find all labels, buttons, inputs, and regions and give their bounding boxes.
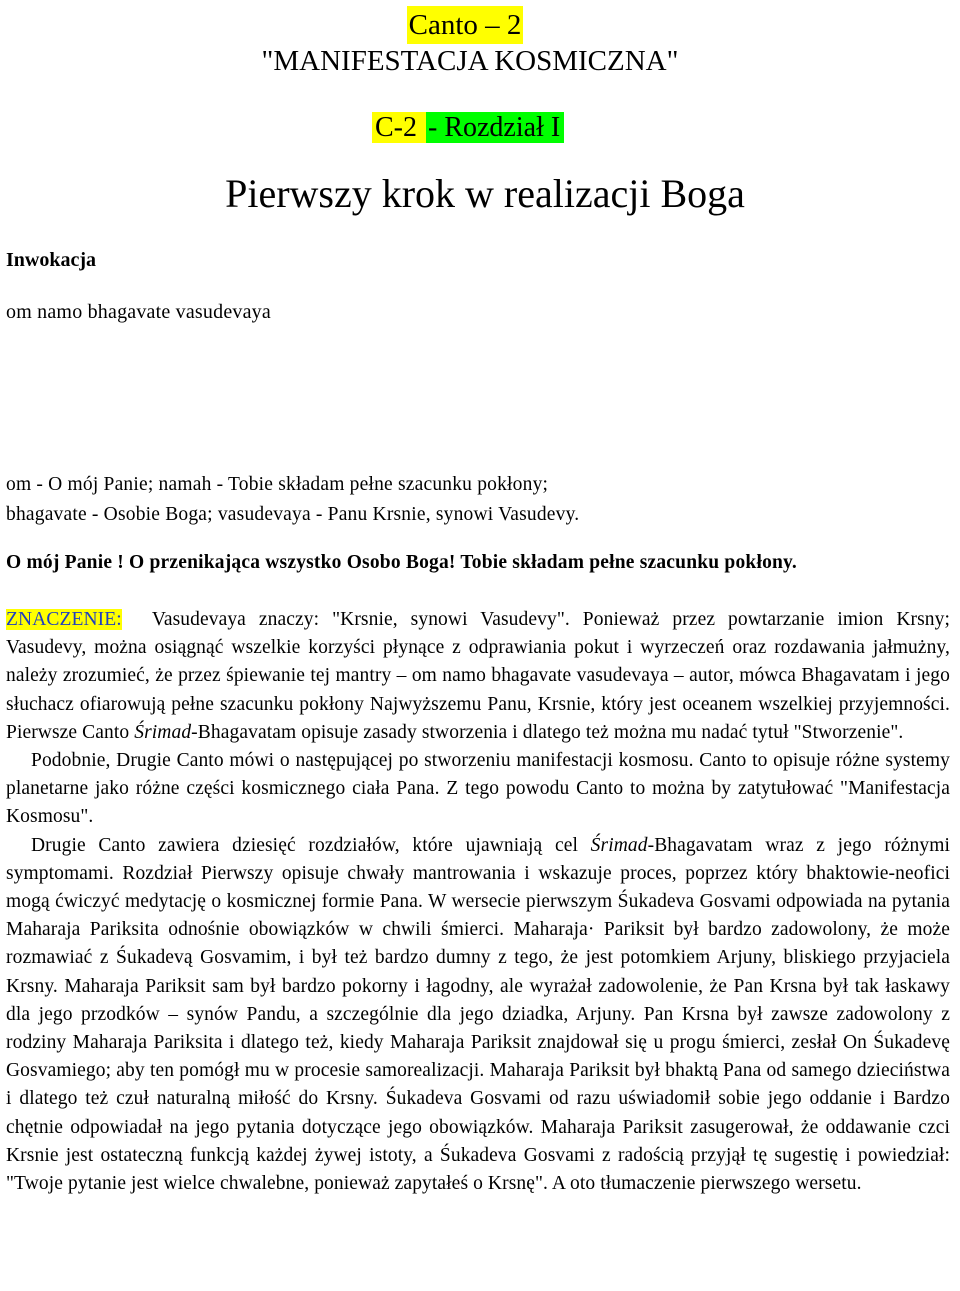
synonyms-block xyxy=(6,470,946,530)
chapter-suffix: - Rozdział I xyxy=(426,112,564,143)
purport-p3-italic: Śrimad- xyxy=(590,834,655,856)
chapter-heading xyxy=(372,109,564,147)
canto-title: "MANIFESTACJA KOSMICZNA" xyxy=(261,45,679,77)
chapter-title: Pierwszy krok w realizacji Boga xyxy=(225,171,745,216)
purport-p1-italic: Śrimad- xyxy=(134,721,198,743)
purport-block xyxy=(6,606,950,1198)
synonyms-line-1: om - O mój Panie; namah - Tobie składam pełne szacunku pokłony; xyxy=(6,474,549,495)
purport-p3-end: Bhagavatam wraz z jego różnymi symptomami. Rozdział Pierwszy opisuje chwały mantrowania i wskazuje proces, poprzez który bhaktowie-neofici mogą ćwiczyć medytację o kosmicznej formie Pana. W wersecie pierwszym Śukadeva Gosvami odpowiada na pytania Maharaja Pariksita odnośnie obowiązków w chwili śmierci. Maharaja· Pariksit był bardzo zadowolony, że może rozmawiać z Śukadevą Gosvamim, i był też bardzo dumny z tego, że jest potomkiem Arjuny, bliskiego przyjaciela Krsny. Maharaja Pariksit sam był bardzo pokorny i łagodny, ale wyrażał zadowolenie, że Pan Krsna był tak łaskawy dla jego przodków – synów Pandu, a szczególnie dla jego dziadka, Arjuny. Pan Krsna był zawsze zadowolony z rodziny Maharaja Pariksita i dlatego też, kiedy Maharaja Pariksit znajdował się u progu śmierci, zesłał On Śukadevę Gosvamiego; aby ten pomógł mu w procesie samorealizacji. Maharaja Pariksit był bhaktą Pana od samego dzieciństwa i dlatego też czuł naturalną miłość do Krsny. Śukadeva Gosvami od razu uświadomił sobie jego oddanie i Bardzo chętnie odpowiadał na jego pytania dotyczące jego obowiązków. Maharaja Pariksit zasugerował, że oddawanie czci Krsnie jest ostateczną funkcją każdej żywej istoty, a Śukadeva Gosvami z radością przyjął tę sugestię i powiedział: "Twoje pytanie jest wielce chwalebne, ponieważ zapytałeś o Krsnę". A oto tłumaczenie pierwszego wersetu. xyxy=(6,834,951,1195)
synonyms-line-2: bhagavate - Osobie Boga; vasudevaya - Panu Krsnie, synowi Vasudevy. xyxy=(6,504,580,525)
translation-text: O mój Panie ! O przenikająca wszystko Osobo Boga! Tobie składam pełne szacunku pokłony. xyxy=(6,552,798,573)
invocation-heading: Inwokacja xyxy=(6,249,97,271)
purport-label: ZNACZENIE: xyxy=(6,609,122,630)
canto-label: Canto – 2 xyxy=(407,6,524,44)
chapter-prefix: C-2 xyxy=(372,112,426,143)
purport-paragraph-3 xyxy=(6,832,950,1199)
verse-text: om namo bhagavate vasudevaya xyxy=(6,301,271,323)
purport-paragraph-2: Podobnie, Drugie Canto mówi o następującej po stworzeniu manifestacji kosmosu. Canto to opisuje różne systemy planetarne jako różne części kosmicznego ciała Pana. Z tego powodu Canto to można by zatytułować "Manifestacja Kosmosu". xyxy=(6,750,950,828)
purport-paragraph-1 xyxy=(6,606,950,747)
purport-p1-start: Vasudevaya znaczy: "Krsnie, synowi Vasudevy". Ponieważ przez powtarzanie imion Krsny; Vasudevy, można osiągnąć wszelkie korzyści płynące z odprawiania pokut i wyrzeczeń oraz rozdawania jałmużny, należy zrozumieć, że przez śpiewanie tej mantry – om namo bhagavate vasudevaya – autor, mówca Bhagavatam i jego słuchacz ofiarowują pełne szacunku pokłony Najwyższemu Panu, Krsnie, który jest oceanem wszelkiej przyjemności. Pierwsze Canto xyxy=(6,609,950,743)
purport-p3-start: Drugie Canto zawiera dziesięć rozdziałów, które ujawniają cel xyxy=(31,834,591,856)
purport-p1-end: Bhagavatam opisuje zasady stworzenia i dlatego też można mu nadać tytuł "Stworzenie". xyxy=(197,721,904,743)
canto-heading xyxy=(0,6,960,44)
